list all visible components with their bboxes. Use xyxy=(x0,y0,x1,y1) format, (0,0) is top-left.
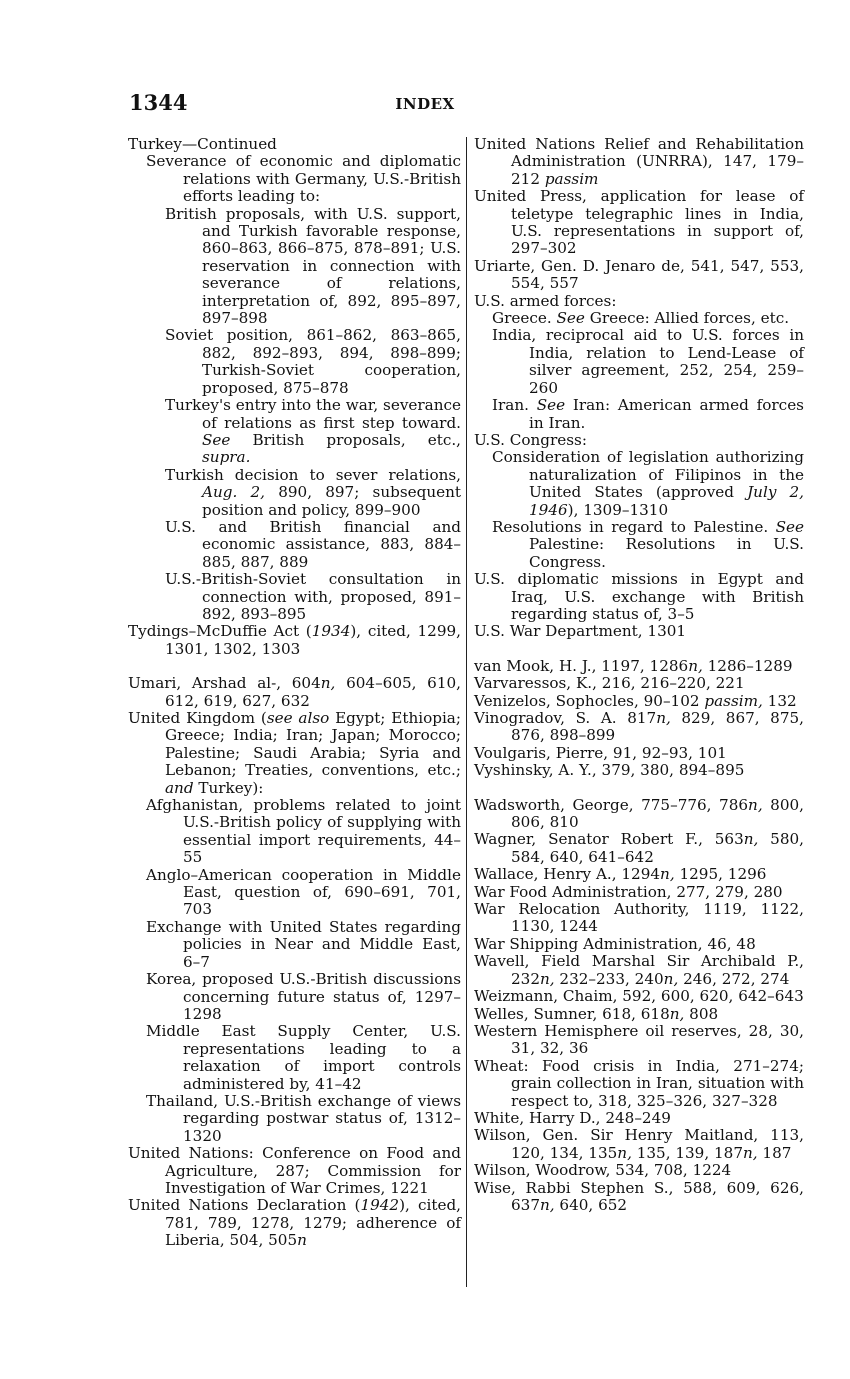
italic-text: n, xyxy=(743,830,759,849)
entry-text: Egypt; Ethiopia; Greece; India; Iran; Japan; Morocco; Palestine; Saudi Arabia; Syria and Lebanon; Treaties, conventions, etc.; xyxy=(165,709,461,780)
entry-text: Vinogradov, S. A. 817 xyxy=(474,709,657,727)
entry-text: Iran. xyxy=(492,396,537,415)
page-number: 1344 xyxy=(129,90,188,115)
index-entry xyxy=(474,258,804,293)
entry-text: Thailand, U.S.-British exchange of views regarding postwar status of, 1312–1320 xyxy=(146,1091,461,1145)
index-entry xyxy=(474,1180,804,1215)
italic-text: n, xyxy=(663,969,679,988)
entry-text: Wilson, Woodrow, 534, 708, 1224 xyxy=(474,1161,732,1180)
index-entry xyxy=(128,623,461,658)
entry-text: ), cited, 781, 789, 1278, 1279; adherence of Liberia, 504, 505 xyxy=(165,1196,461,1250)
index-entry xyxy=(474,293,804,310)
entry-text: Soviet position, 861–862, 863–865, 882, 892–893, 894, 898–899; Turkish-Soviet cooperation, proposed, 875–878 xyxy=(165,326,461,397)
entry-text: Korea, proposed U.S.-British discussions concerning future status of, 1297–1298 xyxy=(146,970,461,1023)
entry-text: Severance of economic and diplomatic relations with Germany, U.S.-British efforts leading to: xyxy=(146,152,461,206)
italic-text: see also xyxy=(266,709,330,727)
index-subentry xyxy=(492,449,804,519)
entry-text: U.S. War Department, 1301 xyxy=(474,622,687,641)
entry-text: Palestine: Resolutions in U.S. Congress. xyxy=(529,535,804,571)
index-column-right xyxy=(474,136,804,1214)
italic-text: supra. xyxy=(202,448,251,467)
entry-text: Umari, Arshad al-, 604 xyxy=(128,674,321,693)
index-subentry xyxy=(165,467,461,519)
entry-text: United Nations Declaration ( xyxy=(128,1196,361,1215)
index-entry xyxy=(474,936,804,953)
entry-text: 829, 867, 875, 876, 898–899 xyxy=(511,709,804,745)
italic-text: 1942 xyxy=(360,1196,400,1215)
index-subentry xyxy=(492,327,804,397)
italic-text: n, xyxy=(669,1004,685,1023)
entry-text: Wise, Rabbi Stephen S., 588, 609, 626, 637 xyxy=(474,1178,804,1214)
entry-text: Wheat: Food crisis in India, 271–274; grain collection in Iran, situation with respect to, 318, 325–326, 327–328 xyxy=(474,1056,804,1110)
entry-text: War Relocation Authority, 1119, 1122, 1130, 1244 xyxy=(474,900,804,936)
index-entry xyxy=(474,710,804,745)
entry-text: ), cited, 1299, 1301, 1302, 1303 xyxy=(165,622,461,658)
entry-text: Afghanistan, problems related to joint U.S.-British policy of supplying with essential import requirements, 44–55 xyxy=(146,796,461,867)
italic-text: n, xyxy=(320,674,336,693)
entry-text: Vyshinsky, A. Y., 379, 380, 894–895 xyxy=(474,761,745,780)
index-entry xyxy=(128,136,461,153)
entry-text: United Nations Relief and Rehabilitation Administration (UNRRA), 147, 179–212 xyxy=(474,135,804,188)
entry-text: 1286–1289 xyxy=(702,656,793,675)
index-entry xyxy=(128,1145,461,1197)
index-entry xyxy=(474,988,804,1005)
index-entry xyxy=(474,1058,804,1110)
entry-text: ), 1309–1310 xyxy=(567,500,669,519)
entry-text: Western Hemisphere oil reserves, 28, 30, 31, 32, 36 xyxy=(474,1021,804,1058)
italic-text: See xyxy=(775,517,804,536)
italic-text: n, xyxy=(743,1143,758,1162)
entry-text: 800, 806, 810 xyxy=(511,795,804,832)
index-subentry xyxy=(492,310,804,327)
italic-text: n, xyxy=(688,656,703,675)
entry-text: U.S. diplomatic missions in Egypt and Iraq, U.S. exchange with British regarding status of, 3–5 xyxy=(474,570,804,623)
entry-text: Wavell, Field Marshal Sir Archibald P., 232 xyxy=(474,952,804,988)
index-subentry xyxy=(165,571,461,623)
index-entry xyxy=(474,745,804,762)
index-entry xyxy=(474,762,804,779)
italic-text: n, xyxy=(617,1143,632,1162)
entry-text: 580, 584, 640, 641–642 xyxy=(511,830,804,866)
entry-text: 132 xyxy=(762,691,797,710)
entry-text: British proposals, etc., xyxy=(230,430,461,449)
index-entry xyxy=(474,884,804,901)
index-subentry xyxy=(146,153,461,205)
entry-text: Turkey's entry into the war, severance of relations as first step toward. xyxy=(165,396,461,432)
entry-text: 604–605, 610, 612, 619, 627, 632 xyxy=(165,674,462,710)
italic-text: Aug. 2, xyxy=(202,483,265,502)
entry-text: United Kingdom ( xyxy=(128,709,267,727)
entry-text: Greece: Allied forces, etc. xyxy=(584,309,790,328)
italic-text: See xyxy=(556,309,585,328)
section-gap xyxy=(474,780,804,797)
entry-text: U.S. Congress: xyxy=(474,430,587,449)
index-entry xyxy=(474,1127,804,1162)
index-subentry xyxy=(146,1093,461,1145)
index-subentry xyxy=(146,1023,461,1093)
entry-text: Turkish decision to sever relations, xyxy=(165,465,461,484)
entry-text: Exchange with United States regarding policies in Near and Middle East, 6–7 xyxy=(146,917,461,971)
index-subentry xyxy=(146,919,461,971)
index-entry xyxy=(474,1162,804,1179)
entry-text: 808 xyxy=(684,1004,719,1023)
entry-text: 135, 139, 187 xyxy=(631,1143,743,1162)
index-entry xyxy=(474,953,804,988)
entry-text: Anglo–American cooperation in Middle East, question of, 690–691, 701, 703 xyxy=(146,865,461,919)
italic-text: 1934 xyxy=(311,622,351,641)
entry-text: United Press, application for lease of teletype telegraphic lines in India, U.S. representations in support of, 297–302 xyxy=(474,187,804,258)
index-entry xyxy=(128,1197,461,1249)
italic-text: and xyxy=(165,778,194,797)
entry-text: Uriarte, Gen. D. Jenaro de, 541, 547, 553, 554, 557 xyxy=(474,256,804,293)
index-entry xyxy=(474,901,804,936)
entry-text: War Shipping Administration, 46, 48 xyxy=(474,934,756,953)
italic-text: n, xyxy=(660,865,675,884)
italic-text: n, xyxy=(540,1195,555,1214)
index-entry xyxy=(128,710,461,797)
page-title: INDEX xyxy=(395,95,455,113)
entry-text: Wallace, Henry A., 1294 xyxy=(474,865,661,884)
entry-text: Wilson, Gen. Sir Henry Maitland, 113, 120, 134, 135 xyxy=(474,1126,804,1162)
entry-text: Venizelos, Sophocles, 90–102 xyxy=(474,691,705,710)
entry-text: U.S. armed forces: xyxy=(474,291,617,310)
entry-text: Varvaressos, K., 216, 216–220, 221 xyxy=(474,674,745,693)
section-gap xyxy=(128,658,461,675)
entry-text: Resolutions in regard to Palestine. xyxy=(492,517,776,536)
entry-text: India, reciprocal aid to U.S. forces in India, relation to Lend-Lease of silver agreement, 252, 254, 259–260 xyxy=(492,326,804,397)
index-entry xyxy=(474,831,804,866)
italic-text: n, xyxy=(540,969,555,988)
entry-text: 890, 897; subsequent position and policy, 899–900 xyxy=(202,483,461,519)
entry-text: Tydings–McDuffie Act ( xyxy=(128,622,312,641)
index-subentry xyxy=(146,797,461,867)
index-subentry xyxy=(165,397,461,467)
index-entry xyxy=(474,693,804,710)
entry-text: Iran: American armed forces in Iran. xyxy=(529,396,804,432)
entry-text: Greece. xyxy=(492,309,557,328)
index-entry xyxy=(474,866,804,883)
italic-text: See xyxy=(536,396,566,415)
italic-text: July 2, 1946 xyxy=(529,483,804,519)
index-entry xyxy=(474,188,804,258)
index-subentry xyxy=(165,327,461,397)
entry-text: Turkey—Continued xyxy=(128,135,277,153)
index-subentry xyxy=(165,206,461,328)
index-entry xyxy=(474,136,804,188)
entry-text: 187 xyxy=(757,1143,792,1162)
index-entry xyxy=(128,675,461,710)
italic-text: n, xyxy=(656,709,671,727)
index-entry xyxy=(474,1110,804,1127)
entry-text: United Nations: Conference on Food and Agriculture, 287; Commission for Investigation of War Crimes, 1221 xyxy=(128,1144,461,1197)
index-entry xyxy=(474,797,804,832)
entry-text: White, Harry D., 248–249 xyxy=(474,1108,671,1127)
entry-text: Turkey): xyxy=(193,778,264,797)
index-entry xyxy=(474,623,804,640)
index-entry xyxy=(474,1006,804,1023)
entry-text: Consideration of legislation authorizing naturalization of Filipinos in the United States (approved xyxy=(492,448,804,502)
section-gap xyxy=(474,641,804,658)
index-subentry xyxy=(492,519,804,571)
column-divider xyxy=(466,137,467,1287)
index-column-left xyxy=(128,136,461,1250)
index-entry xyxy=(474,571,804,623)
entry-text: 232–233, 240 xyxy=(554,969,664,988)
index-subentry xyxy=(492,397,804,432)
entry-text: British proposals, with U.S. support, and Turkish favorable response, 860–863, 866–875, 878–891; U.S. reservation in connection with severance of relations, interpretation of, 892, 895–897, 897–898 xyxy=(165,204,461,328)
entry-text: Weizmann, Chaim, 592, 600, 620, 642–643 xyxy=(474,987,804,1006)
italic-text: passim, xyxy=(704,691,763,710)
entry-text: Wadsworth, George, 775–776, 786 xyxy=(474,795,749,814)
index-subentry xyxy=(165,519,461,571)
index-subentry xyxy=(146,867,461,919)
entry-text: U.S. and British financial and economic assistance, 883, 884–885, 887, 889 xyxy=(165,517,461,571)
entry-text: Voulgaris, Pierre, 91, 92–93, 101 xyxy=(474,743,727,762)
entry-text: Wagner, Senator Robert F., 563 xyxy=(474,830,744,849)
italic-text: See xyxy=(202,430,231,449)
entry-text: U.S.-British-Soviet consultation in connection with, proposed, 891–892, 893–895 xyxy=(165,570,461,623)
italic-text: n xyxy=(297,1231,307,1250)
entry-text: 1295, 1296 xyxy=(674,865,767,884)
index-entry xyxy=(474,432,804,449)
italic-text: n, xyxy=(748,795,763,814)
entry-text: van Mook, H. J., 1197, 1286 xyxy=(474,656,689,675)
entry-text: Middle East Supply Center, U.S. representations leading to a relaxation of import controls administered by, 41–42 xyxy=(146,1022,461,1093)
index-entry xyxy=(474,675,804,692)
index-entry xyxy=(474,658,804,675)
entry-text: 640, 652 xyxy=(554,1195,628,1214)
entry-text: Welles, Sumner, 618, 618 xyxy=(474,1004,670,1023)
index-subentry xyxy=(146,971,461,1023)
italic-text: passim xyxy=(544,169,599,188)
index-entry xyxy=(474,1023,804,1058)
entry-text: War Food Administration, 277, 279, 280 xyxy=(474,882,783,901)
entry-text: 246, 272, 274 xyxy=(678,969,790,988)
